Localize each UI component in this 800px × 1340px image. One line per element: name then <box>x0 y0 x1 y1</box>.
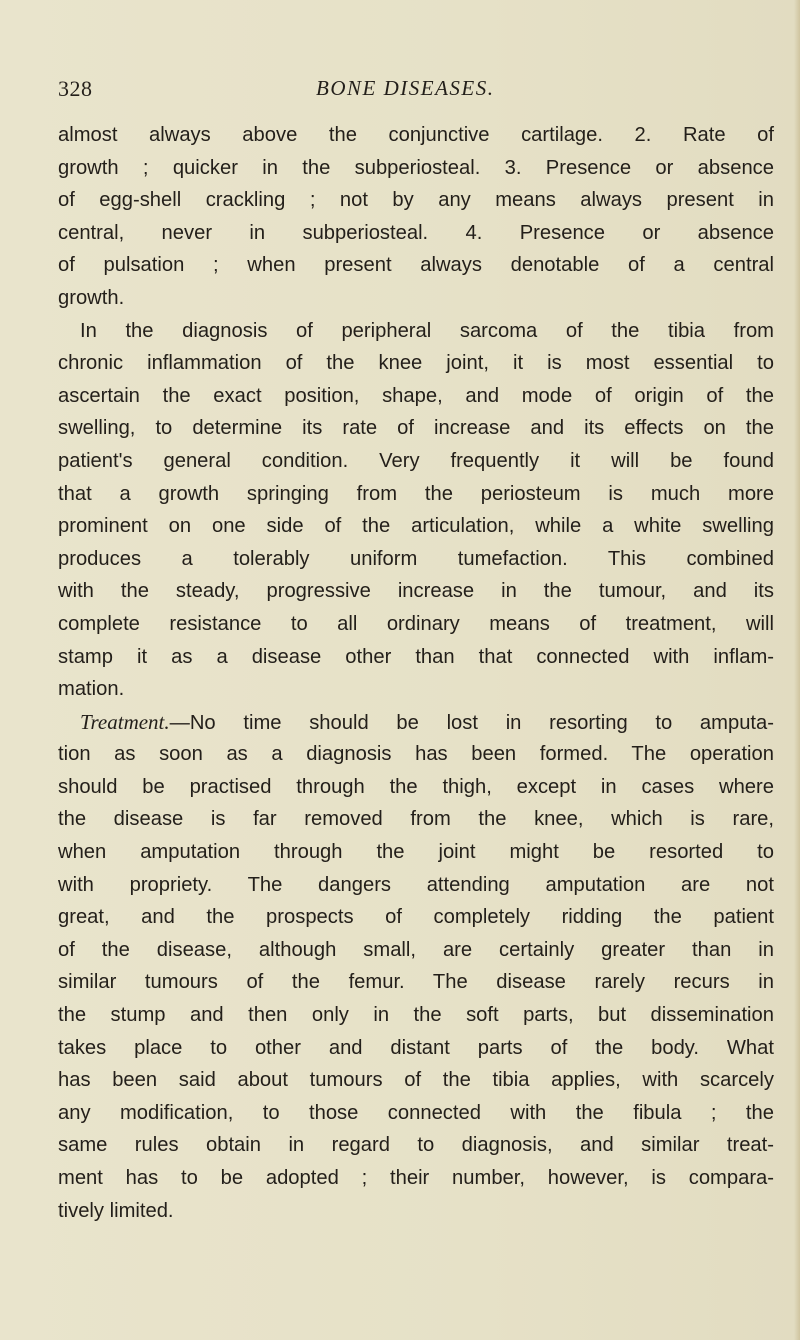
text-line: chronic inflammation of the knee joint, it is most essential to <box>58 352 774 375</box>
text-line: mation. <box>58 678 125 701</box>
text-line: ascertain the exact position, shape, and mode of origin of the <box>58 384 774 407</box>
text-line: growth ; quicker in the subperiosteal. 3. Presence or absence <box>58 156 774 179</box>
text-line: with propriety. The dangers attending amputation are not <box>58 873 774 896</box>
text-line: In the diagnosis of peripheral sarcoma of the tibia from <box>80 319 774 342</box>
text-line: tively limited. <box>58 1199 174 1222</box>
body-text <box>58 119 774 1227</box>
text-line: same rules obtain in regard to diagnosis, and similar treat- <box>58 1134 774 1157</box>
text-line: takes place to other and distant parts of the body. What <box>58 1036 774 1059</box>
text-line: of pulsation ; when present always denotable of a central <box>58 254 774 277</box>
text-line: similar tumours of the femur. The disease rarely recurs in <box>58 971 774 994</box>
text-line: of the disease, although small, are certainly greater than in <box>58 938 774 961</box>
paragraph-continuation <box>58 119 774 315</box>
paragraph-treatment <box>58 706 774 1228</box>
page-edge-shadow <box>794 0 800 1340</box>
text-line: complete resistance to all ordinary means of treatment, will <box>58 612 774 635</box>
paragraph-diagnosis <box>58 315 774 706</box>
text-line: central, never in subperiosteal. 4. Presence or absence <box>58 221 774 244</box>
text-line: swelling, to determine its rate of increase and its effects on the <box>58 417 774 440</box>
text-line: almost always above the conjunctive cartilage. 2. Rate of <box>58 124 774 146</box>
text-line: with the steady, progressive increase in the tumour, and its <box>58 580 774 603</box>
text-line: the stump and then only in the soft parts, but dissemination <box>58 1004 774 1027</box>
page-number: 328 <box>58 76 93 101</box>
text-line: stamp it as a disease other than that connected with inflam- <box>58 645 774 668</box>
treatment-heading: Treatment. <box>80 709 170 734</box>
text-line: that a growth springing from the periosteum is much more <box>58 482 774 505</box>
text-line: when amputation through the joint might be resorted to <box>58 841 774 864</box>
page-header <box>58 76 758 102</box>
text-line: ment has to be adopted ; their number, however, is compara- <box>58 1167 774 1189</box>
text-line: the disease is far removed from the knee, which is rare, <box>58 808 774 831</box>
text-line-rest: —No time should be lost in resorting to amputa- <box>169 711 774 734</box>
text-line: of egg-shell crackling ; not by any means always present in <box>58 189 774 212</box>
running-head: BONE DISEASES. <box>316 76 495 100</box>
text-line: tion as soon as a diagnosis has been formed. The operation <box>58 743 774 766</box>
text-line: great, and the prospects of completely ridding the patient <box>58 906 774 929</box>
text-line: prominent on one side of the articulation, while a white swelling <box>58 515 774 538</box>
text-line: any modification, to those connected with the fibula ; the <box>58 1101 774 1124</box>
text-line-with-heading <box>58 706 774 739</box>
text-line: should be practised through the thigh, except in cases where <box>58 775 774 798</box>
text-line: growth. <box>58 286 125 309</box>
text-line: patient's general condition. Very frequently it will be found <box>58 449 774 472</box>
text-line: has been said about tumours of the tibia applies, with scarcely <box>58 1069 774 1092</box>
text-line: produces a tolerably uniform tumefaction. This combined <box>58 547 774 570</box>
